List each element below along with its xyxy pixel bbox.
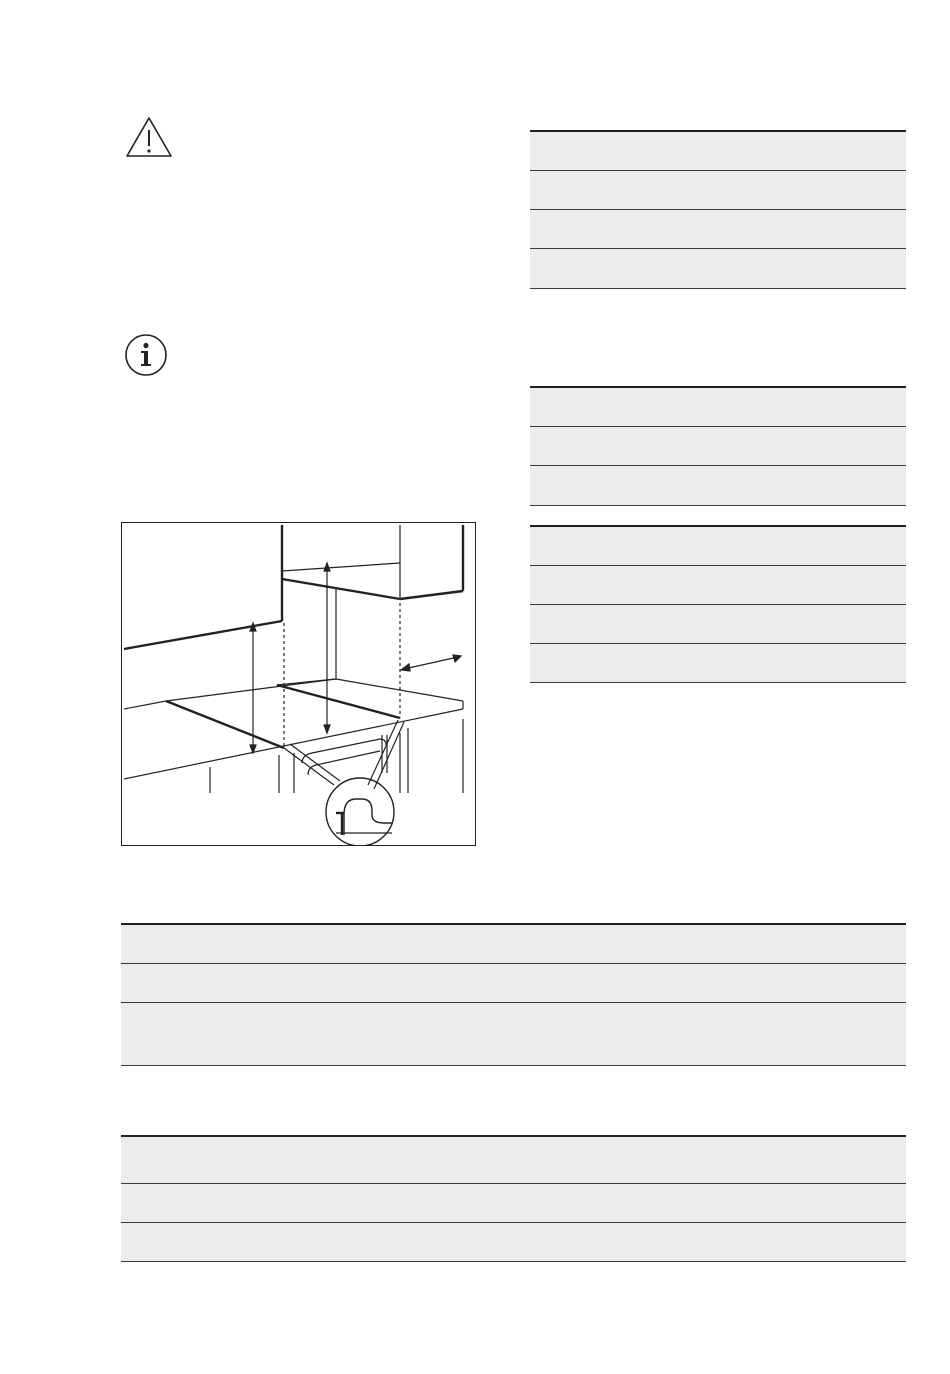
table-row: [530, 644, 906, 682]
spec-table-4: [121, 923, 906, 1067]
warning-triangle-icon: [124, 115, 174, 159]
table-row: [121, 1184, 906, 1222]
table-row: [530, 249, 906, 288]
table-row: [530, 566, 906, 604]
spec-table-1: [530, 130, 906, 290]
table-row: [530, 210, 906, 248]
table-row: [530, 131, 906, 170]
installation-diagram: [121, 522, 476, 846]
table-row: [121, 1136, 906, 1183]
information-circle-icon: [124, 333, 168, 377]
installation-diagram-drawing: [122, 523, 475, 845]
table-row: [530, 526, 906, 565]
table-row: [121, 1003, 906, 1065]
table-row: [530, 466, 906, 505]
spec-table-3: [530, 525, 906, 685]
table-row: [530, 427, 906, 465]
table-row: [530, 605, 906, 643]
table-row: [530, 171, 906, 209]
table-row: [121, 964, 906, 1002]
spec-table-2: [530, 386, 906, 508]
table-row: [121, 924, 906, 963]
table-row: [530, 387, 906, 426]
table-row: [121, 1223, 906, 1261]
spec-table-5: [121, 1135, 906, 1264]
